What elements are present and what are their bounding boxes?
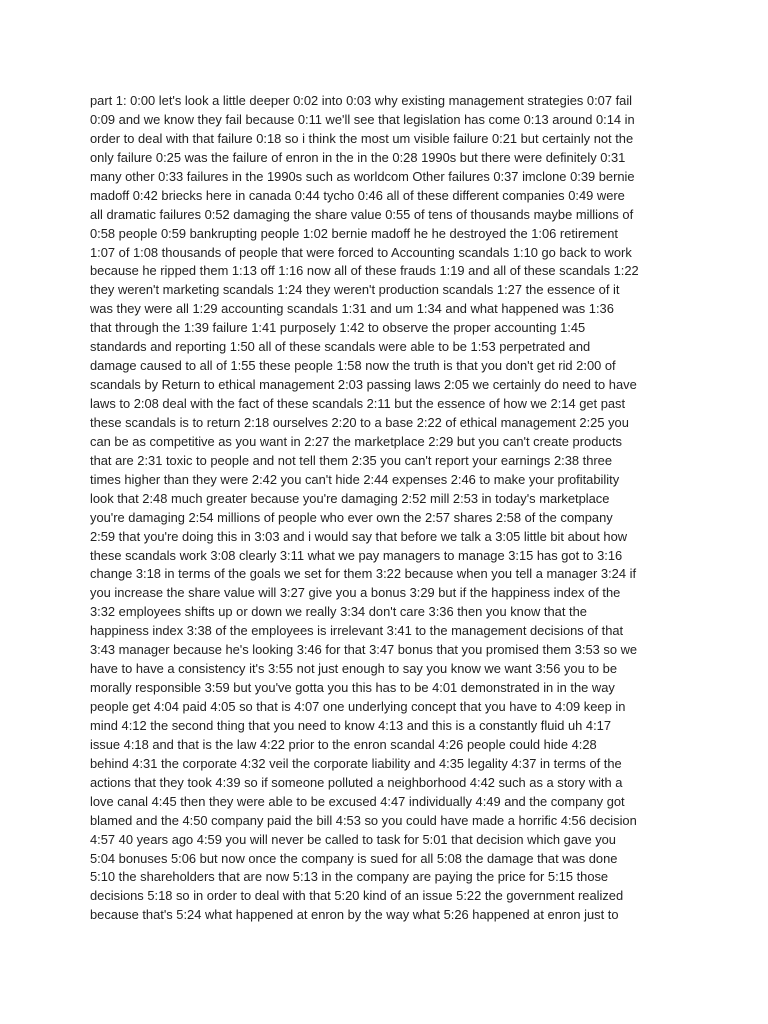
transcript-line: part 1: 0:00 let's look a little deeper 0:02 into 0:03 why existing management strategies 0:07 fail [90,93,633,108]
transcript-line: 4:57 40 years ago 4:59 you will never be called to task for 5:01 that decision which gave you [90,831,616,847]
transcript-line: only failure 0:25 was the failure of enron in the in the 0:28 1990s but there were definitely 0:31 [90,149,626,165]
transcript-line: change 3:18 in terms of the goals we set for them 3:22 because when you tell a manager 3:24 if [90,566,637,582]
transcript-line: that are 2:31 toxic to people and not tell them 2:35 you can't report your earnings 2:38 three [90,452,613,468]
transcript-line: they weren't marketing scandals 1:24 they weren't production scandals 1:27 the essence of it [90,282,620,298]
transcript-line: look that 2:48 much greater because you're damaging 2:52 mill 2:53 in today's marketplace [90,490,610,506]
transcript-line: morally responsible 3:59 but you've gotta you this has to be 4:01 demonstrated in in the way [90,680,615,696]
transcript-line: 1:07 of 1:08 thousands of people that were forced to Accounting scandals 1:10 go back to work [90,244,632,260]
transcript-line: damage caused to all of 1:55 these people 1:58 now the truth is that you don't get rid 2:00 of [90,358,616,374]
transcript-line: happiness index 3:38 of the employees is irrelevant 3:41 to the management decisions of that [90,623,624,639]
transcript-line: because he ripped them 1:13 off 1:16 now all of these frauds 1:19 and all of these scandals 1:22 [90,263,639,279]
transcript-line: all dramatic failures 0:52 damaging the share value 0:55 of tens of thousands maybe millions of [90,206,634,222]
transcript-line: times higher than they were 2:42 you can't hide 2:44 expenses 2:46 to make your profitability [90,471,620,487]
transcript-line: these scandals work 3:08 clearly 3:11 what we pay managers to manage 3:15 has got to 3:16 [90,547,623,563]
transcript-line: people get 4:04 paid 4:05 so that is 4:07 one underlying concept that you have to 4:09 keep in [90,699,626,714]
transcript-line: mind 4:12 the second thing that you need to know 4:13 and this is a constantly fluid uh 4:17 [90,717,611,733]
transcript-line: order to deal with that failure 0:18 so i think the most um visible failure 0:21 but certainly not the [90,130,634,146]
transcript-line: because that's 5:24 what happened at enron by the way what 5:26 happened at enron just to [90,907,619,923]
transcript-line: standards and reporting 1:50 all of these scandals were able to be 1:53 perpetrated and [90,339,591,355]
transcript-text [90,92,690,925]
transcript-line: 0:58 people 0:59 bankrupting people 1:02 bernie madoff he he destroyed the 1:06 retirement [90,225,618,241]
transcript-line: have to have a consistency it's 3:55 not just enough to say you know we want 3:56 you to be [90,661,618,677]
transcript-line: 2:59 that you're doing this in 3:03 and i would say that before we talk a 3:05 little bit about how [90,528,628,544]
transcript-line: issue 4:18 and that is the law 4:22 prior to the enron scandal 4:26 people could hide 4:28 [90,736,597,752]
transcript-line: 3:43 manager because he's looking 3:46 for that 3:47 bonus that you promised them 3:53 so we [90,642,638,658]
transcript-line: can be as competitive as you want in 2:27 the marketplace 2:29 but you can't create products [90,433,623,449]
transcript-line: actions that they took 4:39 so if someone polluted a neighborhood 4:42 such as a story with a [90,774,623,790]
transcript-line: madoff 0:42 briecks here in canada 0:44 tycho 0:46 all of these different companies 0:49 were [90,187,625,203]
transcript-line: laws to 2:08 deal with the fact of these scandals 2:11 but the essence of how we 2:14 get past [90,396,626,411]
transcript-line: decisions 5:18 so in order to deal with that 5:20 kind of an issue 5:22 the government realized [90,888,624,904]
transcript-line: was they were all 1:29 accounting scandals 1:31 and um 1:34 and what happened was 1:36 [90,301,614,317]
transcript-line: scandals by Return to ethical management 2:03 passing laws 2:05 we certainly do need to have [90,377,637,393]
transcript-line: many other 0:33 failures in the 1990s such as worldcom Other failures 0:37 imclone 0:39 bernie [90,168,635,184]
transcript-line: these scandals is to return 2:18 ourselves 2:20 to a base 2:22 of ethical management 2:25 you [90,414,629,430]
transcript-line: that through the 1:39 failure 1:41 purposely 1:42 to observe the proper accounting 1:45 [90,320,586,336]
transcript-line: love canal 4:45 then they were able to be excused 4:47 individually 4:49 and the company got [90,793,625,809]
transcript-line: 5:10 the shareholders that are now 5:13 in the company are paying the price for 5:15 those [90,869,609,885]
transcript-line: 3:32 employees shifts up or down we really 3:34 don't care 3:36 then you know that the [90,604,587,620]
transcript-line: you increase the share value will 3:27 give you a bonus 3:29 but if the happiness index of the [90,585,621,601]
transcript-line: behind 4:31 the corporate 4:32 veil the corporate liability and 4:35 legality 4:37 in terms of the [90,755,622,771]
transcript-line: 0:09 and we know they fail because 0:11 we'll see that legislation has come 0:13 around 0:14 in [90,111,635,127]
transcript-line: blamed and the 4:50 company paid the bill 4:53 so you could have made a horrific 4:56 decision [90,812,637,828]
transcript-line: 5:04 bonuses 5:06 but now once the company is sued for all 5:08 the damage that was done [90,850,618,866]
transcript-line: you're damaging 2:54 millions of people who ever own the 2:57 shares 2:58 of the company [90,509,613,525]
